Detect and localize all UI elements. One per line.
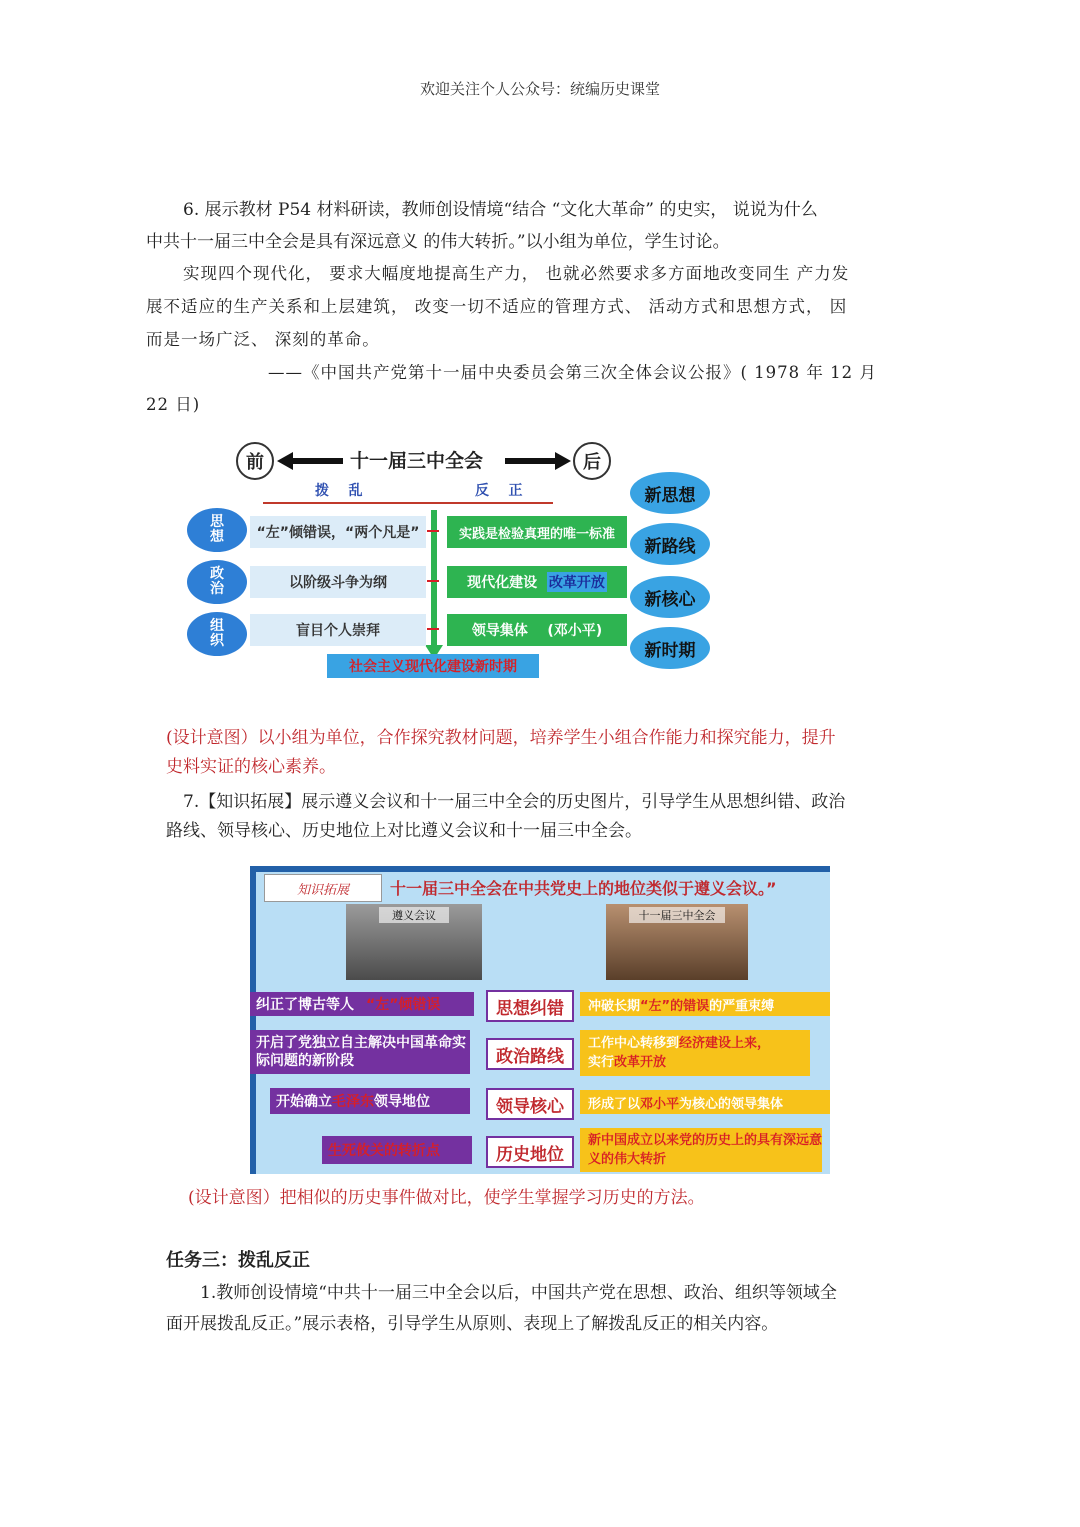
left-row-4: 生死攸关的转折点 xyxy=(322,1136,472,1164)
row3-left: 盲目个人崇拜 xyxy=(250,614,426,646)
pill-new-period: 新时期 xyxy=(630,627,710,669)
para6-line1: 6. 展示教材 P54 材料研读，教师创设情境“结合 “文化大革命” 的史实， 说说为什么 xyxy=(183,200,818,220)
left-row-3: 开始确立 毛泽东 领导地位 xyxy=(270,1088,470,1114)
knowledge-tag: 知识拓展 xyxy=(264,874,382,902)
center-title: 十一届三中全会 xyxy=(350,450,484,472)
para6-line2: 中共十一届三中全会是具有深远意义 的伟大转折。”以小组为单位，学生讨论。 xyxy=(146,232,730,252)
source-line1: ——《中国共产党第十一届中央委员会第三次全体会议公报》( 1978 年 12 月 xyxy=(268,363,877,382)
right-row-2: 工作中心转移到经济建设上来， 实行改革开放 xyxy=(580,1030,810,1076)
diagram-before-after xyxy=(185,440,715,685)
right-row-4: 新中国成立以来党的历史上的具有深远意义的伟大转折 xyxy=(580,1128,822,1172)
pill-new-thought: 新思想 xyxy=(630,472,710,514)
center-political-line[interactable]: 政治路线 xyxy=(486,1038,574,1070)
after-circle: 后 xyxy=(573,442,611,480)
row2-left: 以阶级斗争为纲 xyxy=(250,566,426,598)
row1-right: 实践是检验真理的唯一标准 xyxy=(447,516,627,548)
page-header: 欢迎关注个人公众号：统编历史课堂 xyxy=(419,80,660,98)
para7-line2: 路线、领导核心、历史地位上对比遵义会议和十一届三中全会。 xyxy=(166,821,642,841)
row1-left: “左”倾错误，“两个凡是” xyxy=(250,516,426,548)
bottom-label: 社会主义现代化建设新时期 xyxy=(327,654,539,678)
row-tag-politics: 政治 xyxy=(187,560,247,604)
header-line xyxy=(263,502,553,504)
left-row-1: 纠正了博古等人 “左”倾错误 xyxy=(250,992,474,1016)
small-arrow-2 xyxy=(427,580,439,582)
design-intent-1-line1: (设计意图）以小组为单位，合作探究教材问题，培养学生小组合作能力和探究能力，提升 xyxy=(166,728,836,748)
row-tag-organization: 组织 xyxy=(187,612,247,656)
before-circle: 前 xyxy=(236,442,274,480)
small-arrow-1 xyxy=(427,530,439,532)
source-line2: 22 日) xyxy=(146,395,201,414)
top-bar xyxy=(250,866,830,872)
center-historical-status[interactable]: 历史地位 xyxy=(486,1136,574,1168)
para7-line1: 7.【知识拓展】展示遵义会议和十一届三中全会的历史图片，引导学生从思想纠错、政治 xyxy=(183,792,846,812)
center-leadership-core[interactable]: 领导核心 xyxy=(486,1088,574,1120)
task3-line1: 1.教师创设情境“中共十一届三中全会以后，中国共产党在思想、政治、组织等领域全 xyxy=(200,1283,837,1303)
right-row-3: 形成了以 邓小平 为核心的领导集体 xyxy=(580,1090,830,1114)
row2-right: 现代化建设 改革开放 xyxy=(447,566,627,598)
left-bar xyxy=(250,866,256,1174)
pill-new-line: 新路线 xyxy=(630,523,710,565)
quote-line1: 实现四个现代化， 要求大幅度地提高生产力， 也就必然要求多方面地改变同生 产力发 xyxy=(183,264,850,283)
row-tag-thought: 思想 xyxy=(187,508,247,552)
right-header: 反 正 xyxy=(475,483,523,499)
left-row-2: 开启了党独立自主解决中国革命实际问题的新阶段 xyxy=(250,1030,470,1074)
center-thought-correction[interactable]: 思想纠错 xyxy=(486,990,574,1022)
design-intent-1-line2: 史料实证的核心素养。 xyxy=(166,757,336,777)
diagram-comparison xyxy=(250,866,830,1174)
task3-line2: 面开展拨乱反正。”展示表格，引导学生从原则、表现上了解拨乱反正的相关内容。 xyxy=(166,1314,779,1334)
quote-line2: 展不适应的生产关系和上层建筑， 改变一切不适应的管理方式、 活动方式和思想方式， 因 xyxy=(146,297,848,316)
pill-new-core: 新核心 xyxy=(630,576,710,618)
small-arrow-3 xyxy=(427,628,439,630)
zunyi-photo: 遵义会议 xyxy=(346,904,482,980)
design-intent-2: (设计意图）把相似的历史事件做对比，使学生掌握学习历史的方法。 xyxy=(188,1188,705,1208)
task3-title: 任务三：拨乱反正 xyxy=(166,1250,310,1271)
quote-line3: 而是一场广泛、 深刻的革命。 xyxy=(146,330,380,349)
left-header: 拨 乱 xyxy=(315,483,363,499)
comparison-title: 十一届三中全会在中共党史上的地位类似于遵义会议。” xyxy=(390,879,777,898)
row3-right: 领导集体 (邓小平) xyxy=(447,614,627,646)
right-row-1: 冲破长期 “左”的错误 的严重束缚 xyxy=(580,992,830,1016)
plenum-photo: 十一届三中全会 xyxy=(606,904,748,980)
